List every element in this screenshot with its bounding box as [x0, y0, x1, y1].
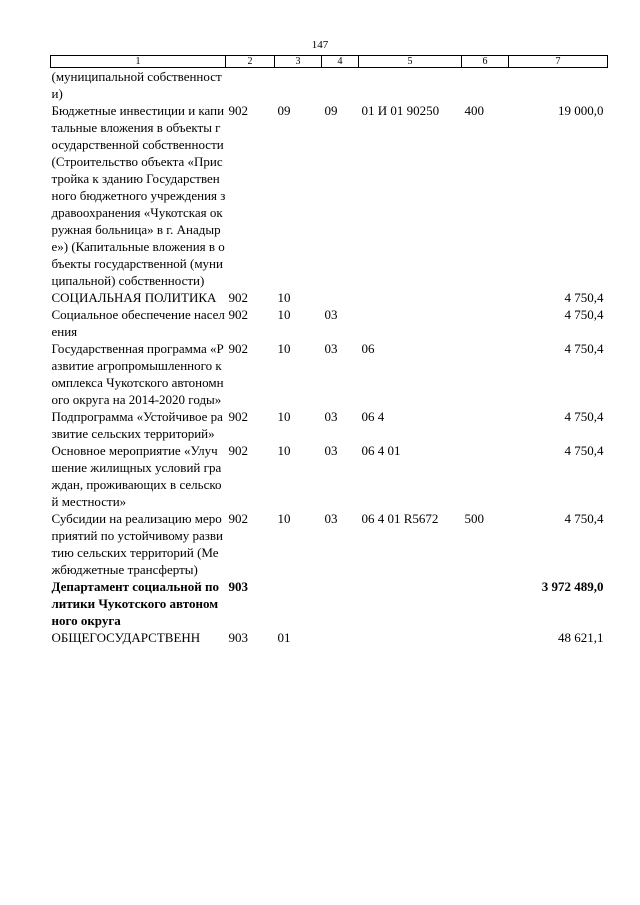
table-row — [51, 510, 608, 578]
table-row — [51, 306, 608, 340]
row-expense-type — [462, 629, 509, 646]
row-amount: 48 621,1 — [558, 630, 604, 645]
row-name: СОЦИАЛЬНАЯ ПОЛИТИКА — [51, 290, 217, 305]
row-amount: 4 750,4 — [564, 511, 604, 526]
row-name: Департамент социальной политики Чукотского автономного округа — [51, 579, 219, 628]
row-section: 01 — [277, 630, 291, 645]
row-section — [275, 68, 322, 103]
row-target-article — [359, 629, 462, 646]
row-target-article: 01 И 01 90250 — [361, 103, 440, 118]
table-row — [51, 102, 608, 289]
header-cell: 5 — [359, 56, 462, 68]
row-subsection — [322, 289, 359, 306]
row-amount: 4 750,4 — [564, 409, 604, 424]
row-subsection: 03 — [324, 341, 338, 356]
row-name: Социальное обеспечение населения — [51, 307, 225, 339]
row-expense-type: 400 — [464, 103, 484, 118]
table-row — [51, 442, 608, 510]
row-section: 10 — [277, 443, 291, 458]
header-cell: 1 — [51, 56, 226, 68]
row-amount: 4 750,4 — [564, 443, 604, 458]
row-expense-type — [462, 442, 509, 510]
row-name: Подпрограмма «Устойчивое развитие сельских территорий» — [51, 409, 223, 441]
table-row — [51, 408, 608, 442]
row-name: Основное мероприятие «Улучшение жилищных условий граждан, проживающих в сельской местности» — [51, 443, 222, 509]
row-name: (муниципальной собственности) — [51, 69, 222, 101]
row-expense-type — [462, 578, 509, 629]
row-name: Государственная программа «Развитие агропромышленного комплекса Чукотского автономного округа на 2014-2020 годы» — [51, 341, 224, 407]
header-cell: 3 — [275, 56, 322, 68]
row-expense-type — [462, 340, 509, 408]
row-name: ОБЩЕГОСУДАРСТВЕНН — [51, 630, 201, 645]
row-section: 10 — [277, 511, 291, 526]
row-target-article — [359, 289, 462, 306]
row-subsection: 03 — [324, 307, 338, 322]
row-section: 10 — [277, 409, 291, 424]
row-amount: 3 972 489,0 — [541, 579, 604, 594]
row-section: 10 — [277, 290, 291, 305]
row-expense-type — [462, 289, 509, 306]
row-amount: 19 000,0 — [558, 103, 604, 118]
row-subsection: 03 — [324, 409, 338, 424]
row-amount: 4 750,4 — [564, 341, 604, 356]
table-row — [51, 289, 608, 306]
row-target-article: 06 4 01 R5672 — [361, 511, 439, 526]
row-target-article: 06 4 01 — [361, 443, 401, 458]
header-cell: 7 — [509, 56, 608, 68]
row-target-article — [359, 68, 462, 103]
row-target-article — [359, 578, 462, 629]
table-header — [51, 56, 608, 68]
row-section: 09 — [277, 103, 291, 118]
row-expense-type — [462, 408, 509, 442]
row-amount: 4 750,4 — [564, 307, 604, 322]
row-grbs: 902 — [228, 307, 248, 322]
row-amount: 4 750,4 — [564, 290, 604, 305]
header-cell: 2 — [226, 56, 275, 68]
row-grbs: 902 — [228, 103, 248, 118]
row-target-article — [359, 306, 462, 340]
row-expense-type — [462, 68, 509, 103]
row-grbs: 903 — [228, 630, 248, 645]
row-target-article: 06 — [361, 341, 375, 356]
row-target-article: 06 4 — [361, 409, 385, 424]
table-body — [51, 68, 608, 647]
row-amount — [509, 68, 608, 103]
row-expense-type — [462, 306, 509, 340]
row-subsection: 09 — [324, 103, 338, 118]
row-grbs: 902 — [228, 341, 248, 356]
row-grbs: 902 — [228, 290, 248, 305]
row-subsection — [322, 68, 359, 103]
row-grbs: 903 — [228, 579, 248, 594]
row-subsection — [322, 629, 359, 646]
row-subsection: 03 — [324, 511, 338, 526]
table-row — [51, 68, 608, 103]
row-subsection: 03 — [324, 443, 338, 458]
budget-table — [50, 55, 608, 646]
row-section: 10 — [277, 341, 291, 356]
table-row — [51, 578, 608, 629]
row-section: 10 — [277, 307, 291, 322]
row-name: Субсидии на реализацию мероприятий по устойчивому развитию сельских территорий (Межбюджетные трансферты) — [51, 511, 223, 577]
table-row — [51, 340, 608, 408]
row-expense-type: 500 — [464, 511, 484, 526]
row-name: Бюджетные инвестиции и капитальные вложения в объекты государственной собственности (Строительство объекта «Пристройка к зданию Государственного бюджетного учреждения здравоохранения «Чукотская окружная больница» в г. Анадыре») (Капитальные вложения в объекты государственной (муниципальной) собственности) — [51, 103, 226, 288]
row-grbs: 902 — [228, 511, 248, 526]
page-number: 147 — [311, 39, 329, 51]
row-section — [275, 578, 322, 629]
row-subsection — [322, 578, 359, 629]
row-grbs — [226, 68, 275, 103]
table-row — [51, 629, 608, 646]
row-grbs: 902 — [228, 443, 248, 458]
row-grbs: 902 — [228, 409, 248, 424]
header-cell: 4 — [322, 56, 359, 68]
header-cell: 6 — [462, 56, 509, 68]
